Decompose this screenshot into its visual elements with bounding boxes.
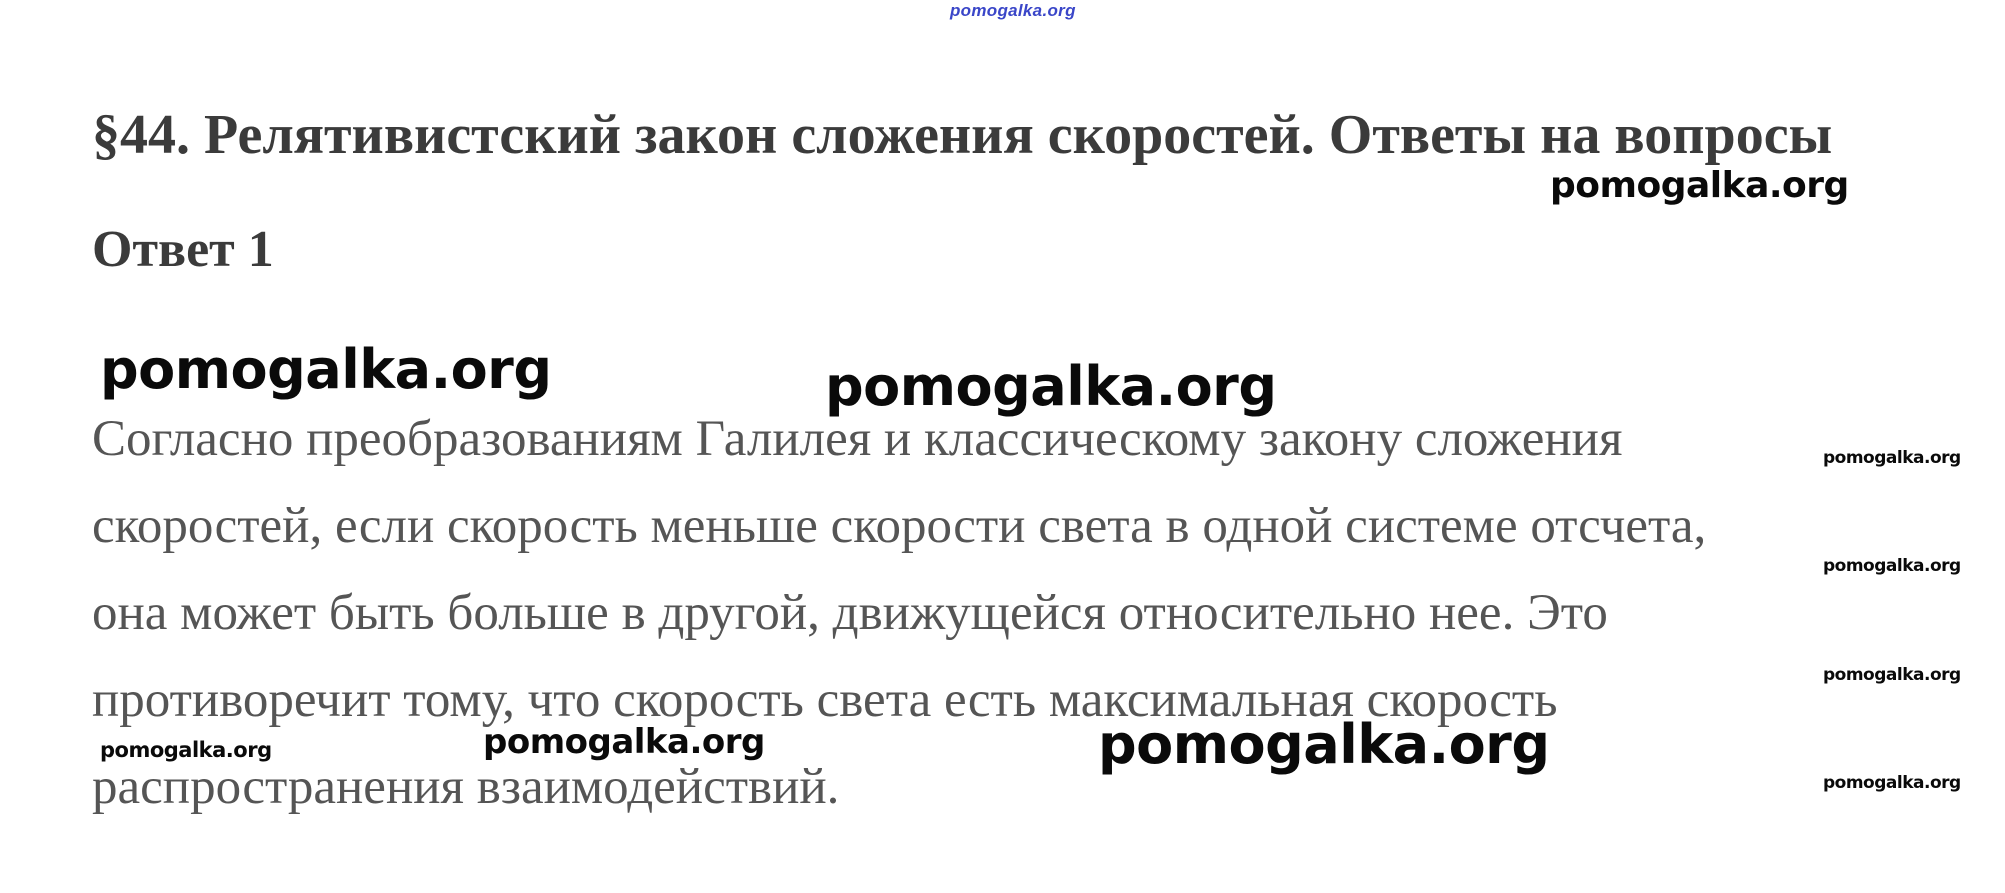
watermark: pomogalka.org xyxy=(100,338,552,401)
site-link[interactable]: pomogalka.org xyxy=(950,1,1076,20)
watermark: pomogalka.org xyxy=(1823,448,1961,468)
answer-line-3: она может быть больше в другой, движущейся относительно нее. Это xyxy=(92,585,1608,641)
watermark: pomogalka.org xyxy=(100,738,272,762)
answer-line-2: скоростей, если скорость меньше скорости света в одной системе отсчета, xyxy=(92,498,1707,554)
page-title: §44. Релятивистский закон сложения скоростей. Ответы на вопросы xyxy=(92,104,1833,166)
watermark: pomogalka.org xyxy=(1823,665,1961,685)
watermark: pomogalka.org xyxy=(1550,165,1849,206)
answer-line-4: противоречит тому, что скорость света есть максимальная скорость xyxy=(92,672,1558,728)
watermark: pomogalka.org xyxy=(1823,556,1961,576)
answer-text xyxy=(92,396,1982,831)
watermark: pomogalka.org xyxy=(825,355,1277,418)
watermark: pomogalka.org xyxy=(483,722,765,762)
watermark: pomogalka.org xyxy=(1098,713,1550,776)
watermark: pomogalka.org xyxy=(1823,773,1961,793)
answer-line-1: Согласно преобразованиям Галилея и классическому закону сложения xyxy=(92,411,1623,467)
answer-line-5: распространения взаимодействий. xyxy=(92,759,840,815)
answer-heading: Ответ 1 xyxy=(92,221,274,278)
